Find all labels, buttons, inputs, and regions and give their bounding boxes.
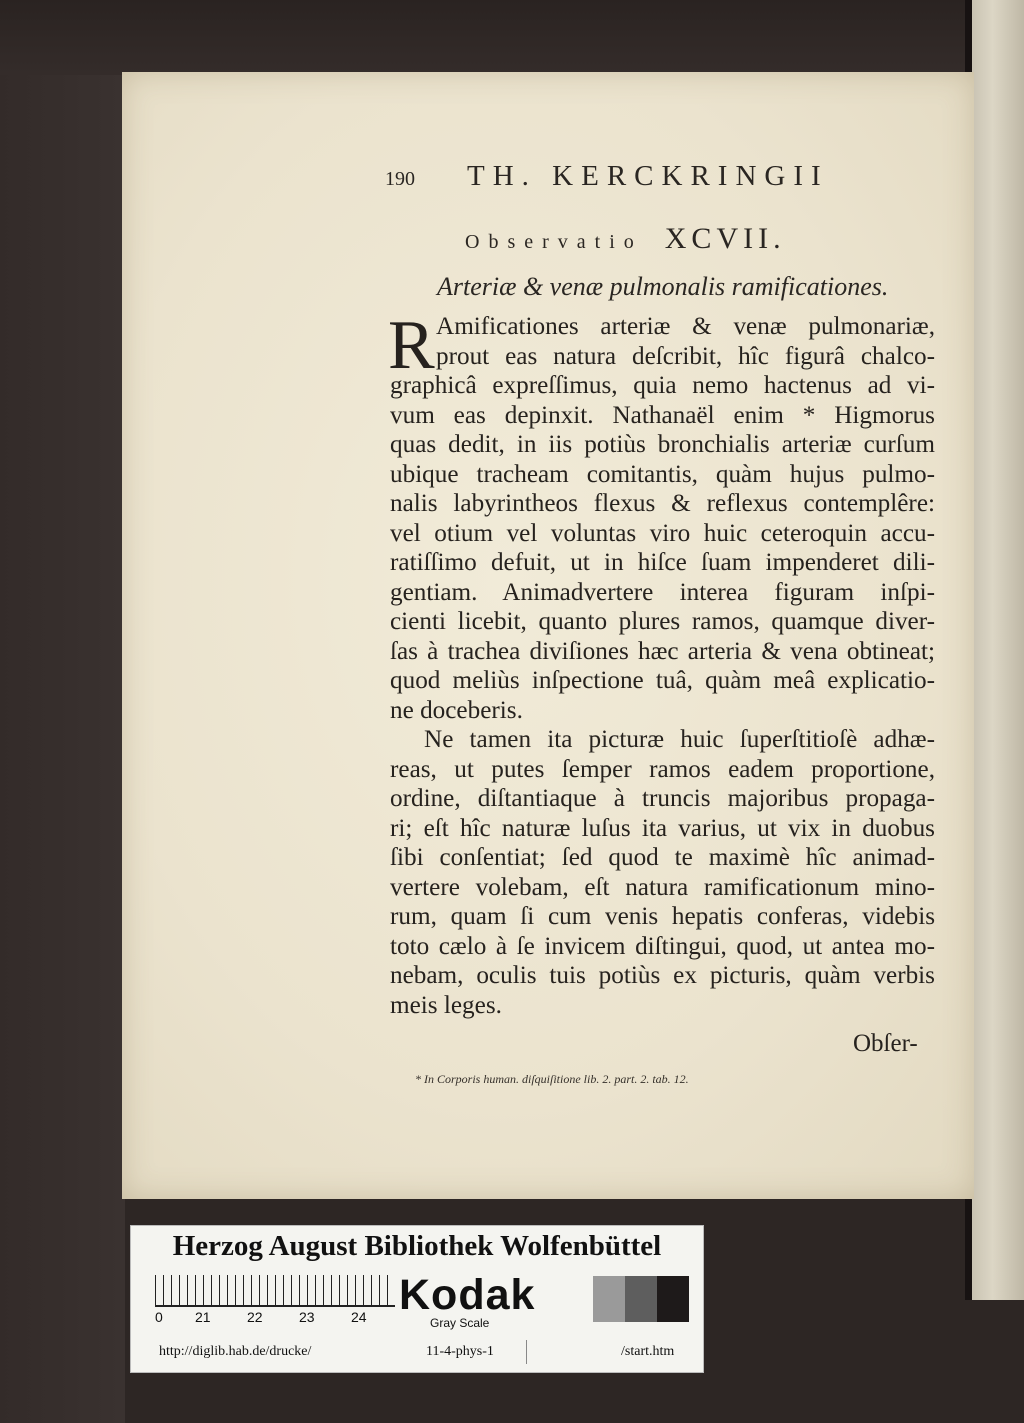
text-line: ordine, diſtantiaque à truncis majoribus propaga- (390, 785, 935, 812)
url-base: http://diglib.hab.de/drucke/ (159, 1344, 312, 1359)
text-line: meis leges. (390, 991, 502, 1019)
text-line: vum eas depinxit. Nathanaël enim * Higmorus (390, 401, 935, 429)
url-start: /start.htm (621, 1344, 675, 1359)
drop-capital: R (388, 307, 435, 384)
gray-patches (593, 1276, 689, 1322)
text-line: nalis labyrintheos flexus & reflexus contemplêre: (390, 490, 935, 517)
gray-patch (593, 1276, 625, 1322)
url-divider (526, 1340, 527, 1364)
text-line: rum, quam ſi cum venis hepatis conferas, videbis (390, 903, 935, 930)
text-line: reas, ut putes ſemper ramos eadem proportione, (390, 755, 935, 783)
gray-patch (625, 1276, 657, 1322)
text-line: ne doceberis. (390, 696, 523, 724)
text-line: gentiam. Animadvertere interea figuram inſpi- (390, 578, 935, 606)
text-line: prout eas natura deſcribit, hîc figurâ chalco- (436, 342, 935, 370)
catchword: Obſer- (853, 1030, 918, 1057)
text-line: vertere volebam, eſt natura ramificationum mino- (390, 873, 935, 901)
text-line: Ne tamen ita picturæ huic ſuperſtitioſè adhæ- (424, 726, 935, 753)
text-line: cienti licebit, quanto plures ramos, quamque diver- (390, 608, 935, 635)
observation-heading (465, 222, 885, 262)
scale-ruler (155, 1275, 395, 1307)
text-line: quas dedit, in iis potiùs bronchialis arteriæ curſum (390, 431, 935, 458)
text-line: vel otium vel voluntas viro huic ceteroquin accu- (390, 519, 935, 547)
text-line: ri; eſt hîc naturæ luſus ita varius, ut vix in duobus (390, 814, 935, 842)
scan-backdrop-top (0, 0, 1024, 75)
ruler-number: 22 (247, 1309, 263, 1325)
kodak-logo: Kodak (399, 1271, 536, 1319)
gray-scale-label: Gray Scale (430, 1316, 490, 1330)
running-head (385, 160, 885, 200)
body-text (388, 307, 935, 1020)
facing-page-edge (972, 0, 1024, 1300)
library-target-card (130, 1225, 704, 1373)
footnote: * In Corporis human. diſquiſitione lib. 2. part. 2. tab. 12. (415, 1072, 689, 1086)
scan-backdrop-left (0, 0, 125, 1423)
paragraph-1 (388, 307, 935, 725)
text-line: ratiſſimo defuit, ut in hiſce ſuam impenderet dili- (390, 549, 935, 576)
text-line: nebam, oculis tuis potiùs ex picturis, quàm verbis (390, 962, 935, 989)
text-line: toto cælo à ſe invicem diſtingui, quod, ut antea mo- (390, 932, 935, 960)
text-line: ubique tracheam comitantis, quàm hujus pulmo- (390, 460, 935, 488)
observation-subtitle: Arteriæ & venæ pulmonalis ramificationes. (437, 272, 889, 301)
paragraph-2 (390, 725, 935, 1020)
running-title: TH. KERCKRINGII (467, 160, 829, 192)
page-number: 190 (385, 168, 415, 190)
ruler-number: 23 (299, 1309, 315, 1325)
text-line: quod meliùs inſpectione tuâ, quàm meâ explicatio- (390, 667, 935, 694)
text-line: ſibi conſentiat; ſed quod te maximè hîc animad- (390, 844, 935, 871)
text-line: graphicâ expreſſimus, quia nemo hactenus ad vi- (390, 372, 935, 399)
url-shelfmark: 11-4-phys-1 (426, 1344, 494, 1359)
ruler-number: 0 (155, 1309, 163, 1325)
library-name: Herzog August Bibliothek Wolfenbüttel (172, 1230, 662, 1262)
ruler-numbers (155, 1309, 395, 1325)
observation-label: Observatio (465, 231, 643, 253)
observation-number: XCVII. (664, 222, 786, 255)
ruler-number: 24 (351, 1309, 367, 1325)
gray-patch (657, 1276, 689, 1322)
ruler-number: 21 (195, 1309, 211, 1325)
text-line: ſas à trachea diviſiones hæc arteria & vena obtineat; (390, 637, 935, 665)
text-line: Amificationes arteriæ & venæ pulmonariæ, (436, 313, 935, 340)
